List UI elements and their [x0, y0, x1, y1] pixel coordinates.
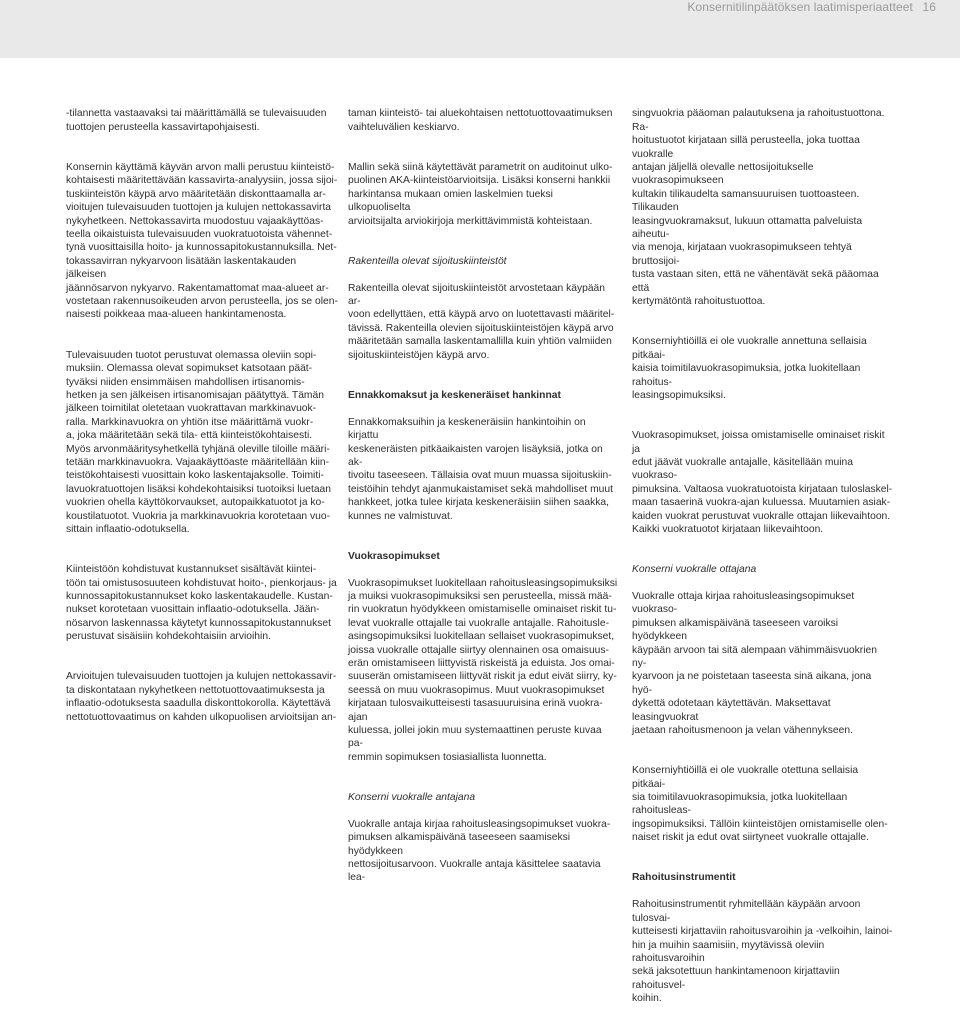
page-number: 16: [922, 0, 936, 14]
paragraph: Vuokrasopimukset luokitellaan rahoitusleasingsopimuksiksi ja muiksi vuokrasopimuksiksi sen perusteella, missä mää- rin vuokratun hyödykkeen omistamiselle ominaiset riskit tu- levat vuokralle ottajalle tai vuokralle antajalle. Rahoitusle- asingsopimuksiksi luokitellaan sellaiset vuokrasopimukset, joissa vuokralle ottajalle siirtyy olennainen osa omaisuus- erän omistamiseen liittyvistä riskeistä ja eduista. Jos omai- suuserän omistamiseen liittyvät riskit ja edut eivät siirry, ky- seessä on muu vuokrasopimus. Muut vuokrasopimukset kirjataan tulosvaikutteisesti tasasuuruisina erinä vuokra-ajan kuluessa, jollei jokin muu systemaattinen peruste kuvaa pa- remmin sopimuksen tosiasiallista luonnetta.: [348, 577, 618, 763]
section-heading: Ennakkomaksut ja keskeneräiset hankinnat: [348, 389, 561, 401]
section-heading: Vuokrasopimukset: [348, 550, 440, 562]
paragraph: Tulevaisuuden tuotot perustuvat olemassa oleviin sopi- muksiin. Olemassa olevat sopimukset katsotaan päät- tyväksi niiden ensimmäisen mahdollisen irtisanomis- hetken ja sen jälkeisen irtisanomisajan päätyttyä. Tämän jälkeen toimitilat oletetaan vuokrattavan markkinavuok- ralla. Markkinavuokra on yhtiön itse määrittämä vuokr- a, joka määritetään sekä tila- että kiinteistökohtaisesti. Myös arvonmääritysyhetkellä tyhjänä oleville tiloille määri- tetään markkinavuokra. Vajaakäyttöaste määritellään kiin- teistökohtaisesti vuosittain koko laskentajaksolle. Toimiti- lavuokratuottojen lisäksi kohdekohtaisiksi tuotoiksi luetaan vuokrien ohella käyttökorvaukset, autopaikkatuotot ja ko- koustilatuotot. Vuokria ja markkinavuokria korotetaan vuo- sittain inflaatio-odotuksella.: [66, 349, 332, 535]
text-column-3: [632, 94, 894, 1019]
text-column-1: [66, 94, 338, 751]
subheading: Rakenteilla olevat sijoituskiinteistöt: [348, 255, 507, 267]
paragraph: Mallin sekä siinä käytettävät parametrit on auditoinut ulko- puolinen AKA-kiinteistöarvioitsija. Lisäksi konserni hankkii harkintansa mukaan omien laskelmien tueksi ulkopuoliselta arvioitsijalta arviokirjoja merkittävimmistä kohteistaan.: [348, 162, 613, 227]
paragraph: Rakenteilla olevat sijoituskiinteistöt arvostetaan käypään ar- voon edellyttäen, että käypä arvo on luotettavasti määritel- tävissä. Rakenteilla olevien sijoituskiinteistöjen käypä arvo määritetään samalla laskentamallilla kuin yhtiön valmiiden sijoituskiinteistöjen käypä arvo.: [348, 282, 615, 361]
subheading: Konserni vuokralle ottajana: [632, 564, 757, 576]
paragraph: -tilannetta vastaavaksi tai määrittämällä se tulevaisuuden tuottojen perusteella kassavirtapohjaisesti.: [66, 108, 327, 133]
header-title: Konsernitilinpäätöksen laatimisperiaatteet: [687, 0, 913, 14]
paragraph: Konsernin käyttämä käyvän arvon malli perustuu kiinteistö- kohtaisesti määritettävään kassavirta-analyysiin, jossa sijoi- tuskiinteistön käypä arvo määritetään diskonttaamalla ar- vioitujen tulevaisuuden tuottojen ja kulujen nettokassavirta nykyhetkeen. Nettokassavirta muodostuu vajaakäyttöas- teella oikaistuista tulevaisuuden vuokratuotoista vähennet- tynä vuosittaisilla hoito- ja kunnossapitokustannuksilla. Net- tokassavirran nykyarvoon lisätään laskentakauden jälkeisen jäännösarvon nykyarvo. Rakentamattomat maa-alueet ar- vostetaan rakennusoikeuden arvon perusteella, jos se olen- naisesti poikkeaa maa-alueen hankintamenosta.: [66, 162, 338, 321]
paragraph: Vuokralle antaja kirjaa rahoitusleasingsopimukset vuokra- pimuksen alkamispäivänä taseeseen saamiseksi hyödykkeen nettosijoitusarvoon. Vuokralle antaja käsittelee saatavia lea-: [348, 818, 611, 884]
text-column-2: [348, 94, 618, 898]
paragraph: Vuokrasopimukset, joissa omistamiselle ominaiset riskit ja edut jäävät vuokralle antajalle, käsitellään muina vuokraso- pimuksina. Valtaosa vuokratuotoista kirjataan tuloslaskel- maan tasaerinä vuokra-ajan kuluessa. Muutamien asiak- kaiden vuokrat perustuvat vuokralle ottajan liikevaihtoon. Kaikki vuokratuotot kirjataan liikevaihtoon.: [632, 430, 893, 535]
section-heading: Rahoitusinstrumentit: [632, 872, 736, 884]
running-header: [687, 0, 936, 14]
paragraph: Rahoitusinstrumentit ryhmitellään käypään arvoon tulosvai- kutteisesti kirjattaviin rahoitusvaroihin ja -velkoihin, lainoi- hin ja muihin saamisiin, myytävissä oleviin rahoitusvaroihin sekä jaksotettuun hankintamenoon kirjattaviin rahoitusvel- koihin.: [632, 899, 893, 1005]
paragraph: Konserniyhtiöillä ei ole vuokralle otettuna sellaisia pitkäai- sia toimitilavuokrasopimuksia, jotka luokitellaan rahoitusleas- ingsopimuksiksi. Tällöin kiinteistöjen omistamiselle olen- naiset riskit ja edut ovat siirtyneet vuokralle ottajalle.: [632, 765, 888, 844]
paragraph: Konserniyhtiöillä ei ole vuokralle annettuna sellaisia pitkäai- kaisia toimitilavuokrasopimuksia, jotka luokitellaan rahoitus- leasingsopimuksiksi.: [632, 336, 867, 401]
paragraph: singvuokria pääoman palautuksena ja rahoitustuottona. Ra- hoitustuotot kirjataan sillä perusteella, joka tuottaa vuokralle antajan jäljellä olevalle nettosijoitukselle vuokrasopimukseen kultakin tilikaudelta samansuuruisen tuottoasteen. Tilikauden leasingvuokramaksut, lukuun ottamatta palveluista aiheutu- via menoja, kirjataan vuokrasopimukseen tehtyä bruttosijoi- tusta vastaan siten, että ne vähentävät sekä pääomaa että kertymätöntä rahoitustuottoa.: [632, 108, 885, 308]
paragraph: Arvioitujen tulevaisuuden tuottojen ja kulujen nettokassavir- ta diskontataan nykyhetkeen nettotuottovaatimuksesta ja inflaatio-odotuksesta saadulla diskonttokorolla. Käytettävä nettotuottovaatimus on kahden ulkopuolisen arvioitsijan an-: [66, 671, 337, 723]
paragraph: Vuokralle ottaja kirjaa rahoitusleasingsopimukset vuokraso- pimuksen alkamispäivänä taseeseen varoiksi hyödykkeen käypään arvoon tai sitä alempaan vähimmäisvuokrien ny- kyarvoon ja ne poistetaan taseesta sinä aikana, jona hyö- dykettä odotetaan käytettävän. Maksettavat leasingvuokrat jaetaan rahoitusmenoon ja velan vähennykseen.: [632, 590, 877, 737]
paragraph: Kiinteistöön kohdistuvat kustannukset sisältävät kiintei- töön tai omistusosuuteen kohdistuvat hoito-, pienkorjaus- ja kunnossapitokustannukset koko laskentakaudelle. Kustan- nukset korotetaan vuosittain inflaatio-odotuksella. Jään- nösarvon laskennassa käytetyt kunnossapitokustannukset perustuvat sisäisiin kohdekohtaisiin arvioihin.: [66, 564, 337, 643]
subheading: Konserni vuokralle antajana: [348, 792, 476, 804]
paragraph: Ennakkomaksuihin ja keskeneräisiin hankintoihin on kirjattu keskeneräisten pitkäaikaisten varojen lisäyksiä, jotka on ak- tivoitu taseeseen. Tällaisia ovat muun muassa sijoituskiin- teistöihin tehdyt ajanmukaistamiset sekä mahdolliset muut hankkeet, jotka tulee kirjata keskeneräisiin siihen saakka, kunnes ne valmistuvat.: [348, 416, 613, 522]
paragraph: taman kiinteistö- tai aluekohtaisen nettotuottovaatimuksen vaihteluvälien keskiarvo.: [348, 108, 613, 133]
